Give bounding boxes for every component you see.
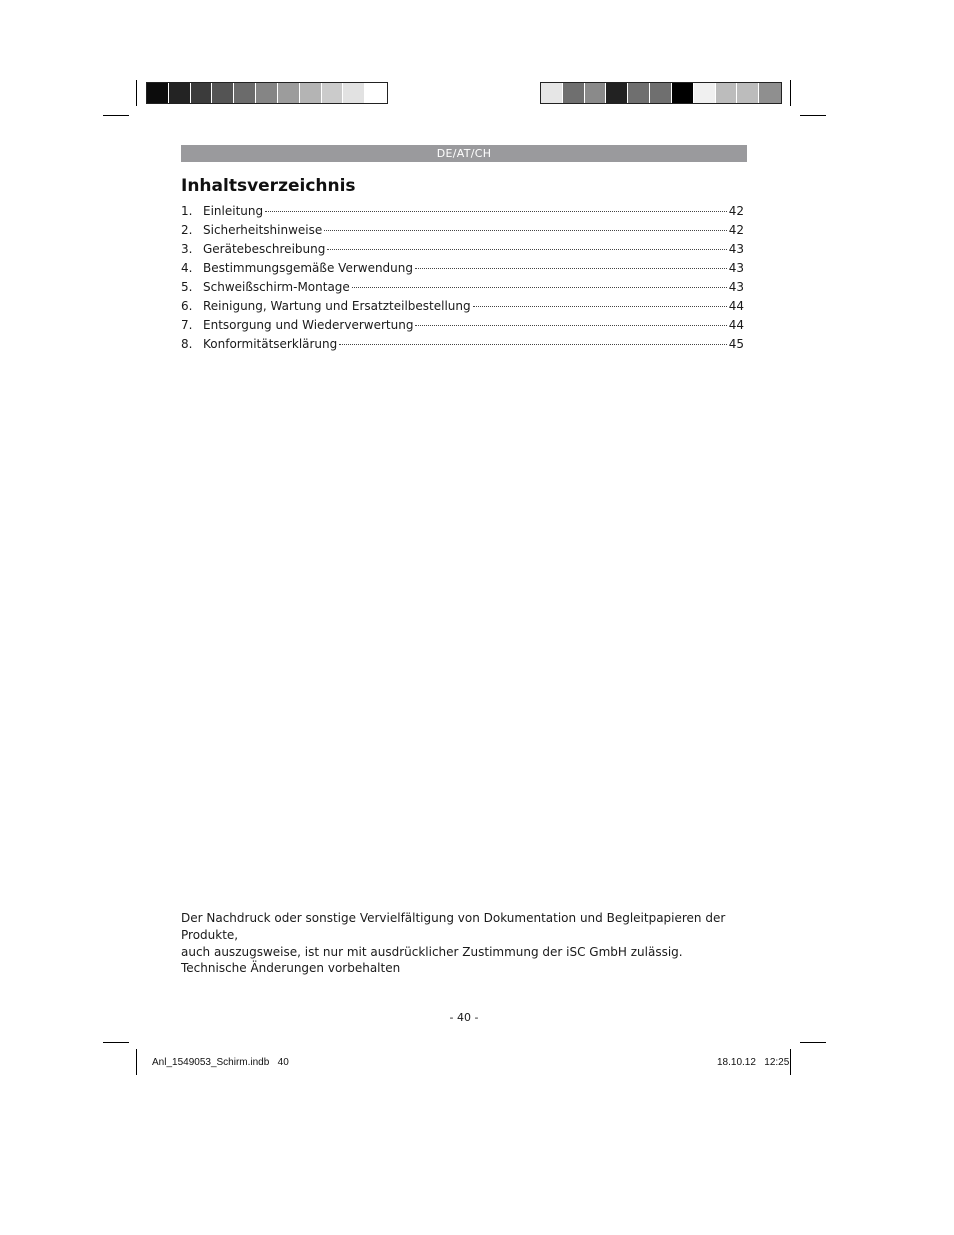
- toc-entry[interactable]: [181, 261, 744, 280]
- file-slug: Anl_1549053_Schirm.indb 40: [152, 1057, 289, 1068]
- toc-entry[interactable]: [181, 280, 744, 299]
- color-swatch: [278, 83, 300, 103]
- toc-entry-label: Reinigung, Wartung und Ersatzteilbestellung: [203, 299, 471, 313]
- color-swatch: [606, 83, 628, 103]
- toc-list: [181, 204, 744, 356]
- toc-entry-page: 42: [728, 204, 744, 218]
- color-swatch: [737, 83, 759, 103]
- copyright-notice: [181, 910, 751, 961]
- crop-mark: [136, 80, 137, 106]
- color-swatch: [300, 83, 322, 103]
- color-calibration-bar-right: [540, 82, 782, 104]
- toc-entry-number: 5.: [181, 280, 193, 294]
- color-swatch: [212, 83, 234, 103]
- toc-entry-number: 4.: [181, 261, 193, 275]
- color-swatch: [365, 83, 387, 103]
- toc-entry-number: 1.: [181, 204, 193, 218]
- toc-leader-dots: [415, 325, 726, 326]
- copyright-line: Der Nachdruck oder sonstige Vervielfältigung von Dokumentation und Begleitpapieren der Produkte,: [181, 911, 726, 942]
- technical-changes-note: Technische Änderungen vorbehalten: [181, 961, 401, 975]
- color-swatch: [716, 83, 738, 103]
- toc-entry-number: 7.: [181, 318, 193, 332]
- color-swatch: [541, 83, 563, 103]
- toc-entry[interactable]: [181, 299, 744, 318]
- toc-entry[interactable]: [181, 318, 744, 337]
- toc-entry-page: 45: [728, 337, 744, 351]
- toc-entry-page: 44: [728, 318, 744, 332]
- color-swatch: [672, 83, 694, 103]
- toc-entry-label: Entsorgung und Wiederverwertung: [203, 318, 414, 332]
- color-swatch: [169, 83, 191, 103]
- toc-leader-dots: [339, 344, 726, 345]
- color-swatch: [759, 83, 781, 103]
- toc-entry-page: 44: [728, 299, 744, 313]
- toc-leader-dots: [324, 230, 726, 231]
- color-calibration-bar-left: [146, 82, 388, 104]
- color-swatch: [628, 83, 650, 103]
- toc-entry-page: 43: [728, 242, 744, 256]
- color-swatch: [234, 83, 256, 103]
- toc-entry[interactable]: [181, 337, 744, 356]
- toc-entry-number: 3.: [181, 242, 193, 256]
- crop-mark: [103, 115, 129, 116]
- color-swatch: [563, 83, 585, 103]
- color-swatch: [256, 83, 278, 103]
- toc-title: Inhaltsverzeichnis: [181, 176, 356, 196]
- toc-entry-page: 43: [728, 280, 744, 294]
- color-swatch: [343, 83, 365, 103]
- toc-entry[interactable]: [181, 223, 744, 242]
- crop-mark: [103, 1042, 129, 1043]
- crop-mark: [790, 80, 791, 106]
- color-swatch: [147, 83, 169, 103]
- toc-leader-dots: [327, 249, 726, 250]
- crop-mark: [800, 1042, 826, 1043]
- crop-mark: [790, 1049, 791, 1075]
- toc-entry-label: Gerätebeschreibung: [203, 242, 326, 256]
- crop-mark: [800, 115, 826, 116]
- toc-entry-label: Sicherheitshinweise: [203, 223, 323, 237]
- color-swatch: [191, 83, 213, 103]
- copyright-line: auch auszugsweise, ist nur mit ausdrücklicher Zustimmung der iSC GmbH zulässig.: [181, 945, 683, 959]
- toc-entry-label: Schweißschirm-Montage: [203, 280, 350, 294]
- date-slug: 18.10.12 12:25: [717, 1057, 790, 1068]
- toc-entry-page: 43: [728, 261, 744, 275]
- color-swatch: [585, 83, 607, 103]
- toc-entry-number: 6.: [181, 299, 193, 313]
- toc-entry-page: 42: [728, 223, 744, 237]
- toc-entry[interactable]: [181, 204, 744, 223]
- toc-leader-dots: [415, 268, 727, 269]
- region-header-band: [181, 145, 747, 162]
- toc-entry-label: Bestimmungsgemäße Verwendung: [203, 261, 414, 275]
- page-number: - 40 -: [449, 1011, 479, 1024]
- toc-entry-number: 2.: [181, 223, 193, 237]
- toc-leader-dots: [265, 211, 727, 212]
- crop-mark: [136, 1049, 137, 1075]
- color-swatch: [322, 83, 344, 103]
- toc-entry[interactable]: [181, 242, 744, 261]
- color-swatch: [694, 83, 716, 103]
- color-swatch: [650, 83, 672, 103]
- region-label: DE/AT/CH: [436, 147, 492, 160]
- toc-entry-label: Konformitätserklärung: [203, 337, 338, 351]
- toc-entry-label: Einleitung: [203, 204, 264, 218]
- toc-leader-dots: [473, 306, 727, 307]
- toc-entry-number: 8.: [181, 337, 193, 351]
- toc-leader-dots: [352, 287, 727, 288]
